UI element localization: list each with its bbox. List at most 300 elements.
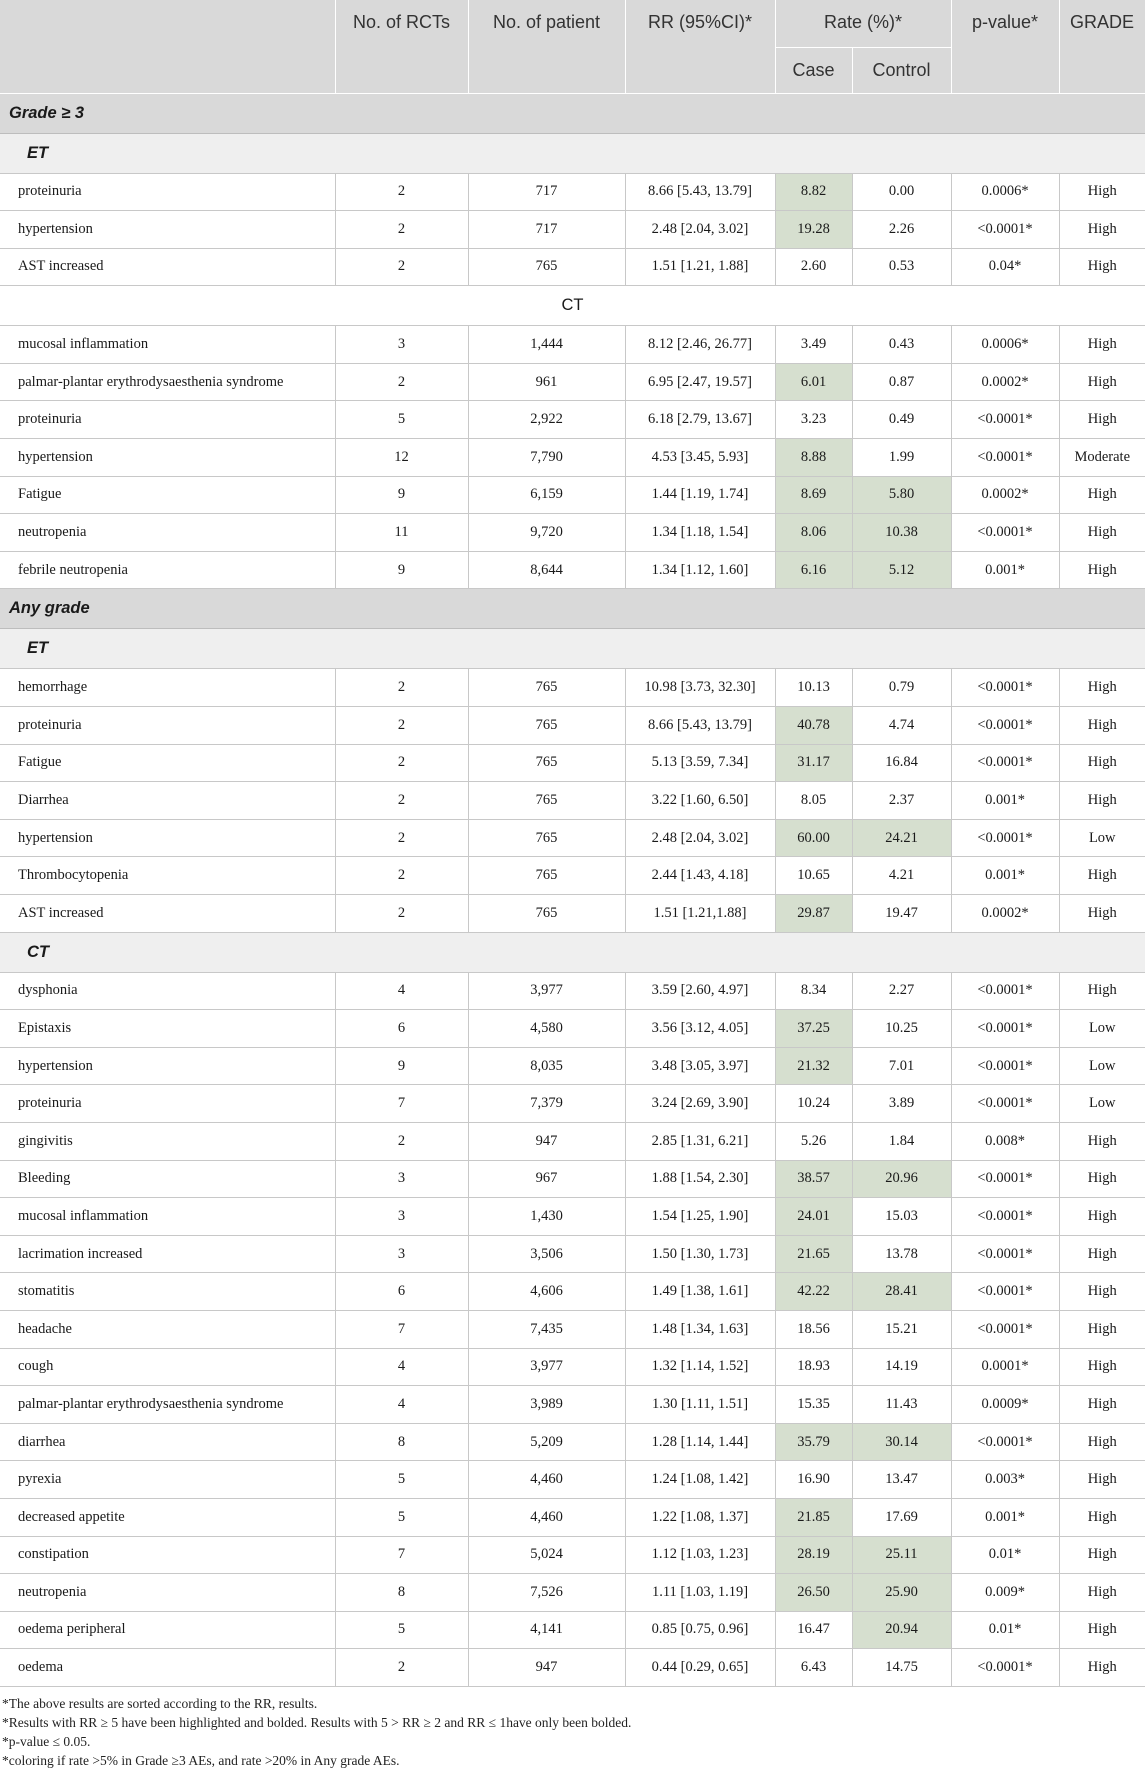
ae-name-cell: proteinuria	[0, 1085, 335, 1123]
grade-cell: High	[1059, 1273, 1145, 1311]
control-rate-cell: 28.41	[852, 1273, 951, 1311]
ae-name-cell: stomatitis	[0, 1273, 335, 1311]
pvalue-cell: 0.001*	[951, 1498, 1059, 1536]
patients-cell: 765	[468, 857, 625, 895]
rcts-cell: 5	[335, 1461, 468, 1499]
case-rate-cell: 37.25	[775, 1010, 852, 1048]
rr-cell: 1.88 [1.54, 2.30]	[625, 1160, 775, 1198]
case-rate-cell: 8.06	[775, 514, 852, 552]
grade-cell: High	[1059, 744, 1145, 782]
patients-cell: 765	[468, 248, 625, 286]
patients-cell: 4,606	[468, 1273, 625, 1311]
grade-cell: High	[1059, 1122, 1145, 1160]
pvalue-cell: <0.0001*	[951, 1085, 1059, 1123]
control-rate-cell: 2.37	[852, 782, 951, 820]
ae-name-cell: Fatigue	[0, 476, 335, 514]
control-rate-cell: 11.43	[852, 1386, 951, 1424]
patients-cell: 947	[468, 1122, 625, 1160]
control-rate-cell: 2.27	[852, 972, 951, 1010]
grade-cell: High	[1059, 1423, 1145, 1461]
rr-cell: 6.18 [2.79, 13.67]	[625, 401, 775, 439]
control-rate-cell: 13.78	[852, 1235, 951, 1273]
patients-cell: 765	[468, 707, 625, 745]
rr-cell: 3.48 [3.05, 3.97]	[625, 1047, 775, 1085]
control-rate-cell: 20.96	[852, 1160, 951, 1198]
subgroup-header-row	[0, 932, 1145, 972]
pvalue-cell: 0.001*	[951, 782, 1059, 820]
ae-name-cell: proteinuria	[0, 707, 335, 745]
grade-cell: High	[1059, 1310, 1145, 1348]
table-row	[0, 744, 1145, 782]
rcts-cell: 2	[335, 707, 468, 745]
rr-cell: 1.34 [1.12, 1.60]	[625, 551, 775, 589]
rcts-cell: 3	[335, 1235, 468, 1273]
grade-cell: High	[1059, 1649, 1145, 1687]
ae-name-cell: constipation	[0, 1536, 335, 1574]
header-grade: GRADE	[1059, 0, 1145, 93]
pvalue-cell: 0.01*	[951, 1611, 1059, 1649]
section-header-row	[0, 589, 1145, 629]
patients-cell: 947	[468, 1649, 625, 1687]
rcts-cell: 2	[335, 819, 468, 857]
patients-cell: 9,720	[468, 514, 625, 552]
ae-name-cell: cough	[0, 1348, 335, 1386]
patients-cell: 717	[468, 211, 625, 249]
pvalue-cell: <0.0001*	[951, 439, 1059, 477]
case-rate-cell: 10.65	[775, 857, 852, 895]
pvalue-cell: 0.009*	[951, 1574, 1059, 1612]
rr-cell: 0.85 [0.75, 0.96]	[625, 1611, 775, 1649]
patients-cell: 3,989	[468, 1386, 625, 1424]
table-row	[0, 401, 1145, 439]
table-row	[0, 1461, 1145, 1499]
pvalue-cell: <0.0001*	[951, 1273, 1059, 1311]
grade-cell: High	[1059, 1536, 1145, 1574]
patients-cell: 8,035	[468, 1047, 625, 1085]
table-row	[0, 211, 1145, 249]
grade-cell: Moderate	[1059, 439, 1145, 477]
rcts-cell: 6	[335, 1273, 468, 1311]
patients-cell: 961	[468, 363, 625, 401]
ae-name-cell: mucosal inflammation	[0, 326, 335, 364]
rr-cell: 1.50 [1.30, 1.73]	[625, 1235, 775, 1273]
footnote: *p-value ≤ 0.05.	[2, 1733, 91, 1749]
rcts-cell: 2	[335, 363, 468, 401]
rr-cell: 1.24 [1.08, 1.42]	[625, 1461, 775, 1499]
ae-name-cell: neutropenia	[0, 514, 335, 552]
rr-cell: 5.13 [3.59, 7.34]	[625, 744, 775, 782]
pvalue-cell: 0.0002*	[951, 895, 1059, 933]
grade-cell: High	[1059, 1461, 1145, 1499]
control-rate-cell: 17.69	[852, 1498, 951, 1536]
rcts-cell: 7	[335, 1085, 468, 1123]
section-title: Any grade	[0, 589, 1145, 629]
rr-cell: 4.53 [3.45, 5.93]	[625, 439, 775, 477]
rr-cell: 8.66 [5.43, 13.79]	[625, 707, 775, 745]
table-body	[0, 93, 1145, 1686]
control-rate-cell: 7.01	[852, 1047, 951, 1085]
control-rate-cell: 3.89	[852, 1085, 951, 1123]
grade-cell: High	[1059, 1198, 1145, 1236]
table-row	[0, 514, 1145, 552]
case-rate-cell: 15.35	[775, 1386, 852, 1424]
pvalue-cell: 0.0002*	[951, 363, 1059, 401]
control-rate-cell: 0.53	[852, 248, 951, 286]
patients-cell: 765	[468, 744, 625, 782]
rcts-cell: 3	[335, 1160, 468, 1198]
table-row	[0, 707, 1145, 745]
rr-cell: 1.51 [1.21, 1.88]	[625, 248, 775, 286]
table-row	[0, 1423, 1145, 1461]
grade-cell: High	[1059, 1498, 1145, 1536]
grade-cell: High	[1059, 326, 1145, 364]
control-rate-cell: 24.21	[852, 819, 951, 857]
patients-cell: 765	[468, 895, 625, 933]
ae-name-cell: gingivitis	[0, 1122, 335, 1160]
table-row	[0, 1160, 1145, 1198]
patients-cell: 4,460	[468, 1498, 625, 1536]
rr-cell: 3.24 [2.69, 3.90]	[625, 1085, 775, 1123]
control-rate-cell: 15.03	[852, 1198, 951, 1236]
header-case: Case	[775, 47, 852, 93]
grade-cell: High	[1059, 551, 1145, 589]
control-rate-cell: 2.26	[852, 211, 951, 249]
grade-cell: High	[1059, 972, 1145, 1010]
ae-name-cell: Thrombocytopenia	[0, 857, 335, 895]
patients-cell: 1,444	[468, 326, 625, 364]
rr-cell: 1.12 [1.03, 1.23]	[625, 1536, 775, 1574]
rcts-cell: 12	[335, 439, 468, 477]
rcts-cell: 9	[335, 1047, 468, 1085]
case-rate-cell: 21.85	[775, 1498, 852, 1536]
patients-cell: 717	[468, 173, 625, 211]
grade-cell: High	[1059, 173, 1145, 211]
subgroup-header-row	[0, 286, 1145, 326]
patients-cell: 7,526	[468, 1574, 625, 1612]
rr-cell: 1.32 [1.14, 1.52]	[625, 1348, 775, 1386]
patients-cell: 1,430	[468, 1198, 625, 1236]
patients-cell: 3,977	[468, 972, 625, 1010]
ae-name-cell: lacrimation increased	[0, 1235, 335, 1273]
case-rate-cell: 19.28	[775, 211, 852, 249]
table-row	[0, 1649, 1145, 1687]
case-rate-cell: 26.50	[775, 1574, 852, 1612]
patients-cell: 765	[468, 669, 625, 707]
rcts-cell: 2	[335, 1649, 468, 1687]
pvalue-cell: <0.0001*	[951, 1010, 1059, 1048]
control-rate-cell: 14.75	[852, 1649, 951, 1687]
control-rate-cell: 10.38	[852, 514, 951, 552]
header-blank-cell	[0, 0, 335, 93]
control-rate-cell: 5.80	[852, 476, 951, 514]
table-footnotes	[0, 1687, 1145, 1770]
rr-cell: 1.49 [1.38, 1.61]	[625, 1273, 775, 1311]
table-row	[0, 248, 1145, 286]
subgroup-title: ET	[0, 133, 1145, 173]
pvalue-cell: 0.003*	[951, 1461, 1059, 1499]
pvalue-cell: <0.0001*	[951, 1423, 1059, 1461]
table-row	[0, 363, 1145, 401]
ae-name-cell: palmar-plantar erythrodysaesthenia syndrome	[0, 363, 335, 401]
table-row	[0, 439, 1145, 477]
patients-cell: 3,977	[468, 1348, 625, 1386]
case-rate-cell: 5.26	[775, 1122, 852, 1160]
table-row	[0, 1235, 1145, 1273]
rr-cell: 2.48 [2.04, 3.02]	[625, 211, 775, 249]
rr-cell: 8.12 [2.46, 26.77]	[625, 326, 775, 364]
pvalue-cell: <0.0001*	[951, 1235, 1059, 1273]
case-rate-cell: 40.78	[775, 707, 852, 745]
header-control: Control	[852, 47, 951, 93]
rcts-cell: 7	[335, 1310, 468, 1348]
patients-cell: 765	[468, 782, 625, 820]
rr-cell: 3.56 [3.12, 4.05]	[625, 1010, 775, 1048]
control-rate-cell: 15.21	[852, 1310, 951, 1348]
pvalue-cell: <0.0001*	[951, 1198, 1059, 1236]
table-row	[0, 326, 1145, 364]
footnote: *coloring if rate >5% in Grade ≥3 AEs, and rate >20% in Any grade AEs.	[2, 1752, 400, 1768]
pvalue-cell: <0.0001*	[951, 972, 1059, 1010]
pvalue-cell: 0.001*	[951, 551, 1059, 589]
pvalue-cell: 0.04*	[951, 248, 1059, 286]
pvalue-cell: <0.0001*	[951, 744, 1059, 782]
table-row	[0, 551, 1145, 589]
ae-name-cell: palmar-plantar erythrodysaesthenia syndrome	[0, 1386, 335, 1424]
rr-cell: 2.44 [1.43, 4.18]	[625, 857, 775, 895]
patients-cell: 7,379	[468, 1085, 625, 1123]
rcts-cell: 2	[335, 669, 468, 707]
ae-name-cell: Fatigue	[0, 744, 335, 782]
control-rate-cell: 16.84	[852, 744, 951, 782]
grade-cell: High	[1059, 669, 1145, 707]
ae-name-cell: hypertension	[0, 819, 335, 857]
pvalue-cell: 0.008*	[951, 1122, 1059, 1160]
rcts-cell: 2	[335, 211, 468, 249]
grade-cell: High	[1059, 514, 1145, 552]
pvalue-cell: <0.0001*	[951, 1047, 1059, 1085]
case-rate-cell: 21.65	[775, 1235, 852, 1273]
control-rate-cell: 19.47	[852, 895, 951, 933]
patients-cell: 7,790	[468, 439, 625, 477]
header-rr: RR (95%CI)*	[625, 0, 775, 93]
rcts-cell: 8	[335, 1423, 468, 1461]
case-rate-cell: 10.24	[775, 1085, 852, 1123]
case-rate-cell: 8.34	[775, 972, 852, 1010]
header-rate: Rate (%)*	[775, 0, 951, 47]
control-rate-cell: 0.79	[852, 669, 951, 707]
patients-cell: 8,644	[468, 551, 625, 589]
ae-name-cell: hypertension	[0, 211, 335, 249]
ae-name-cell: proteinuria	[0, 173, 335, 211]
table-row	[0, 1273, 1145, 1311]
case-rate-cell: 8.82	[775, 173, 852, 211]
rr-cell: 1.22 [1.08, 1.37]	[625, 1498, 775, 1536]
rcts-cell: 2	[335, 1122, 468, 1160]
ae-name-cell: febrile neutropenia	[0, 551, 335, 589]
table-row	[0, 669, 1145, 707]
case-rate-cell: 16.47	[775, 1611, 852, 1649]
rcts-cell: 3	[335, 326, 468, 364]
case-rate-cell: 3.49	[775, 326, 852, 364]
rcts-cell: 5	[335, 401, 468, 439]
rcts-cell: 5	[335, 1498, 468, 1536]
grade-cell: Low	[1059, 819, 1145, 857]
patients-cell: 5,209	[468, 1423, 625, 1461]
grade-cell: High	[1059, 363, 1145, 401]
rcts-cell: 9	[335, 476, 468, 514]
ae-name-cell: Diarrhea	[0, 782, 335, 820]
pvalue-cell: <0.0001*	[951, 819, 1059, 857]
pvalue-cell: <0.0001*	[951, 401, 1059, 439]
case-rate-cell: 42.22	[775, 1273, 852, 1311]
rr-cell: 3.59 [2.60, 4.97]	[625, 972, 775, 1010]
grade-cell: High	[1059, 857, 1145, 895]
case-rate-cell: 31.17	[775, 744, 852, 782]
rcts-cell: 4	[335, 972, 468, 1010]
control-rate-cell: 4.21	[852, 857, 951, 895]
case-rate-cell: 8.05	[775, 782, 852, 820]
rcts-cell: 7	[335, 1536, 468, 1574]
case-rate-cell: 6.16	[775, 551, 852, 589]
rcts-cell: 2	[335, 895, 468, 933]
subgroup-header-row	[0, 629, 1145, 669]
header-patients: No. of patient	[468, 0, 625, 93]
grade-cell: High	[1059, 707, 1145, 745]
ae-name-cell: hypertension	[0, 439, 335, 477]
case-rate-cell: 16.90	[775, 1461, 852, 1499]
ae-name-cell: dysphonia	[0, 972, 335, 1010]
case-rate-cell: 18.93	[775, 1348, 852, 1386]
table-row	[0, 173, 1145, 211]
control-rate-cell: 25.11	[852, 1536, 951, 1574]
grade-cell: High	[1059, 1235, 1145, 1273]
footnote: *Results with RR ≥ 5 have been highlighted and bolded. Results with 5 > RR ≥ 2 and RR ≤ 1have only been bolded.	[2, 1714, 632, 1730]
rr-cell: 1.30 [1.11, 1.51]	[625, 1386, 775, 1424]
ae-name-cell: Epistaxis	[0, 1010, 335, 1048]
control-rate-cell: 14.19	[852, 1348, 951, 1386]
pvalue-cell: <0.0001*	[951, 514, 1059, 552]
rr-cell: 1.44 [1.19, 1.74]	[625, 476, 775, 514]
ae-name-cell: pyrexia	[0, 1461, 335, 1499]
patients-cell: 4,141	[468, 1611, 625, 1649]
control-rate-cell: 10.25	[852, 1010, 951, 1048]
control-rate-cell: 1.84	[852, 1122, 951, 1160]
grade-cell: High	[1059, 1348, 1145, 1386]
ae-name-cell: Bleeding	[0, 1160, 335, 1198]
control-rate-cell: 13.47	[852, 1461, 951, 1499]
ae-name-cell: headache	[0, 1310, 335, 1348]
table-row	[0, 1536, 1145, 1574]
rr-cell: 6.95 [2.47, 19.57]	[625, 363, 775, 401]
table-row	[0, 972, 1145, 1010]
rr-cell: 8.66 [5.43, 13.79]	[625, 173, 775, 211]
table-row	[0, 782, 1145, 820]
rcts-cell: 2	[335, 857, 468, 895]
pvalue-cell: 0.0006*	[951, 326, 1059, 364]
rcts-cell: 3	[335, 1198, 468, 1236]
rr-cell: 0.44 [0.29, 0.65]	[625, 1649, 775, 1687]
control-rate-cell: 1.99	[852, 439, 951, 477]
rr-cell: 1.11 [1.03, 1.19]	[625, 1574, 775, 1612]
table-row	[0, 1498, 1145, 1536]
patients-cell: 5,024	[468, 1536, 625, 1574]
patients-cell: 6,159	[468, 476, 625, 514]
control-rate-cell: 5.12	[852, 551, 951, 589]
rr-cell: 1.51 [1.21,1.88]	[625, 895, 775, 933]
rr-cell: 1.34 [1.18, 1.54]	[625, 514, 775, 552]
table-row	[0, 1386, 1145, 1424]
case-rate-cell: 8.69	[775, 476, 852, 514]
rcts-cell: 2	[335, 782, 468, 820]
patients-cell: 4,460	[468, 1461, 625, 1499]
grade-cell: High	[1059, 1611, 1145, 1649]
table-header	[0, 0, 1145, 93]
rcts-cell: 5	[335, 1611, 468, 1649]
grade-cell: High	[1059, 401, 1145, 439]
grade-cell: High	[1059, 782, 1145, 820]
subgroup-header-row	[0, 133, 1145, 173]
grade-cell: High	[1059, 211, 1145, 249]
patients-cell: 967	[468, 1160, 625, 1198]
grade-cell: High	[1059, 1574, 1145, 1612]
pvalue-cell: <0.0001*	[951, 669, 1059, 707]
header-rcts: No. of RCTs	[335, 0, 468, 93]
rcts-cell: 11	[335, 514, 468, 552]
case-rate-cell: 60.00	[775, 819, 852, 857]
header-pvalue: p-value*	[951, 0, 1059, 93]
grade-cell: High	[1059, 248, 1145, 286]
control-rate-cell: 30.14	[852, 1423, 951, 1461]
table-row	[0, 1047, 1145, 1085]
table-row	[0, 1085, 1145, 1123]
ae-name-cell: hemorrhage	[0, 669, 335, 707]
case-rate-cell: 8.88	[775, 439, 852, 477]
case-rate-cell: 6.43	[775, 1649, 852, 1687]
grade-cell: Low	[1059, 1085, 1145, 1123]
table-row	[0, 857, 1145, 895]
pvalue-cell: 0.0002*	[951, 476, 1059, 514]
control-rate-cell: 0.49	[852, 401, 951, 439]
rcts-cell: 4	[335, 1386, 468, 1424]
pvalue-cell: <0.0001*	[951, 1310, 1059, 1348]
rr-cell: 1.28 [1.14, 1.44]	[625, 1423, 775, 1461]
grade-cell: High	[1059, 1386, 1145, 1424]
patients-cell: 765	[468, 819, 625, 857]
case-rate-cell: 35.79	[775, 1423, 852, 1461]
case-rate-cell: 38.57	[775, 1160, 852, 1198]
rcts-cell: 2	[335, 744, 468, 782]
case-rate-cell: 18.56	[775, 1310, 852, 1348]
ae-name-cell: mucosal inflammation	[0, 1198, 335, 1236]
table-row	[0, 1348, 1145, 1386]
table-row	[0, 1198, 1145, 1236]
control-rate-cell: 20.94	[852, 1611, 951, 1649]
ae-name-cell: diarrhea	[0, 1423, 335, 1461]
ae-name-cell: oedema peripheral	[0, 1611, 335, 1649]
control-rate-cell: 0.87	[852, 363, 951, 401]
grade-cell: High	[1059, 895, 1145, 933]
control-rate-cell: 0.43	[852, 326, 951, 364]
table-row	[0, 895, 1145, 933]
rr-cell: 10.98 [3.73, 32.30]	[625, 669, 775, 707]
ae-name-cell: AST increased	[0, 248, 335, 286]
rr-cell: 3.22 [1.60, 6.50]	[625, 782, 775, 820]
ae-name-cell: neutropenia	[0, 1574, 335, 1612]
rr-cell: 1.48 [1.34, 1.63]	[625, 1310, 775, 1348]
ae-name-cell: hypertension	[0, 1047, 335, 1085]
case-rate-cell: 28.19	[775, 1536, 852, 1574]
table-row	[0, 1574, 1145, 1612]
